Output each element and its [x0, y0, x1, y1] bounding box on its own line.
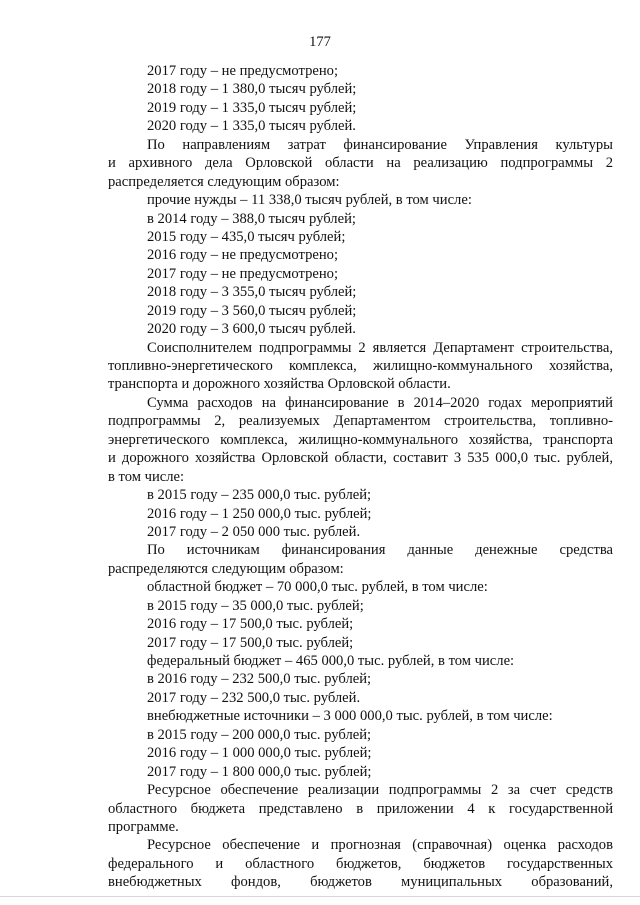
- text-line: распределяется следующим образом:: [108, 173, 340, 190]
- text-line: 2017 году – 2 050 000 тыс. рублей.: [147, 523, 361, 540]
- text-line: 2017 году – не предусмотрено;: [147, 63, 339, 79]
- text-line: областной бюджет – 70 000,0 тыс. рублей, в том числе:: [147, 579, 488, 596]
- text-line: в 2014 году – 388,0 тысяч рублей;: [147, 210, 356, 227]
- text-line: 2016 году – 17 500,0 тыс. рублей;: [147, 616, 354, 633]
- text-line: 2015 году – 435,0 тысяч рублей;: [147, 228, 346, 245]
- page-number: 177: [309, 34, 331, 50]
- text-line: внебюджетных фондов, бюджетов муниципальных образований,: [108, 874, 613, 891]
- text-line: Сумма расходов на финансирование в 2014–2020 годах мероприятий: [147, 394, 613, 411]
- text-line: По источникам финансирования данные денежные средства: [147, 542, 613, 559]
- text-line: 2019 году – 1 335,0 тысяч рублей;: [147, 99, 357, 116]
- text-line: и архивного дела Орловской области на реализацию подпрограммы 2: [108, 155, 613, 172]
- text-line: в 2015 году – 35 000,0 тыс. рублей;: [147, 597, 364, 614]
- text-line: 2020 году – 1 335,0 тысяч рублей.: [147, 118, 356, 135]
- text-line: программе.: [108, 818, 179, 835]
- text-line: энергетического комплекса, жилищно-коммунального хозяйства, транспорта: [108, 431, 613, 448]
- text-line: в том числе:: [108, 468, 185, 485]
- text-line: 2016 году – 1 000 000,0 тыс. рублей;: [147, 745, 372, 762]
- text-line: По направлениям затрат финансирование Управления культуры: [147, 136, 613, 153]
- text-line: федеральный бюджет – 465 000,0 тыс. рублей, в том числе:: [147, 653, 515, 669]
- text-line: прочие нужды – 11 338,0 тысяч рублей, в том числе:: [147, 192, 472, 209]
- text-line: в 2016 году – 232 500,0 тыс. рублей;: [147, 671, 372, 688]
- text-line: 2017 году – 17 500,0 тыс. рублей;: [147, 634, 354, 651]
- text-line: 2016 году – 1 250 000,0 тыс. рублей;: [147, 505, 372, 522]
- text-line: внебюджетные источники – 3 000 000,0 тыс. рублей, в том числе:: [147, 708, 553, 725]
- text-line: 2018 году – 3 355,0 тысяч рублей;: [147, 284, 357, 301]
- text-line: областного бюджета представлено в приложении 4 к государственной: [108, 800, 613, 817]
- text-line: транспорта и дорожного хозяйства Орловской области.: [108, 376, 451, 393]
- text-line: и дорожного хозяйства Орловской области, составит 3 535 000,0 тыс. рублей,: [108, 450, 613, 467]
- text-line: 2017 году – не предусмотрено;: [147, 265, 339, 282]
- text-line: 2020 году – 3 600,0 тысяч рублей.: [147, 321, 356, 338]
- text-line: топливно-энергетического комплекса, жилищно-коммунального хозяйства,: [108, 358, 613, 374]
- text-line: федерального и областного бюджетов, бюджетов государственных: [108, 855, 613, 872]
- text-line: 2016 году – не предусмотрено;: [147, 247, 339, 264]
- text-line: 2017 году – 232 500,0 тыс. рублей.: [147, 689, 361, 706]
- page-bottom-edge: [0, 896, 640, 897]
- text-line: Соисполнителем подпрограммы 2 является Департамент строительства,: [147, 339, 613, 356]
- text-line: Ресурсное обеспечение и прогнозная (справочная) оценка расходов: [147, 837, 613, 854]
- document-body: [108, 62, 613, 892]
- text-line: распределяются следующим образом:: [108, 560, 344, 577]
- text-line: подпрограммы 2, реализуемых Департаментом строительства, топливно-: [108, 413, 613, 430]
- text-line: 2017 году – 1 800 000,0 тыс. рублей;: [147, 763, 372, 780]
- text-line: в 2015 году – 200 000,0 тыс. рублей;: [147, 726, 372, 743]
- text-line: Ресурсное обеспечение реализации подпрограммы 2 за счет средств: [147, 782, 613, 799]
- text-line: 2018 году – 1 380,0 тысяч рублей;: [147, 81, 357, 98]
- text-line: 2019 году – 3 560,0 тысяч рублей;: [147, 302, 357, 319]
- text-line: в 2015 году – 235 000,0 тыс. рублей;: [147, 487, 372, 504]
